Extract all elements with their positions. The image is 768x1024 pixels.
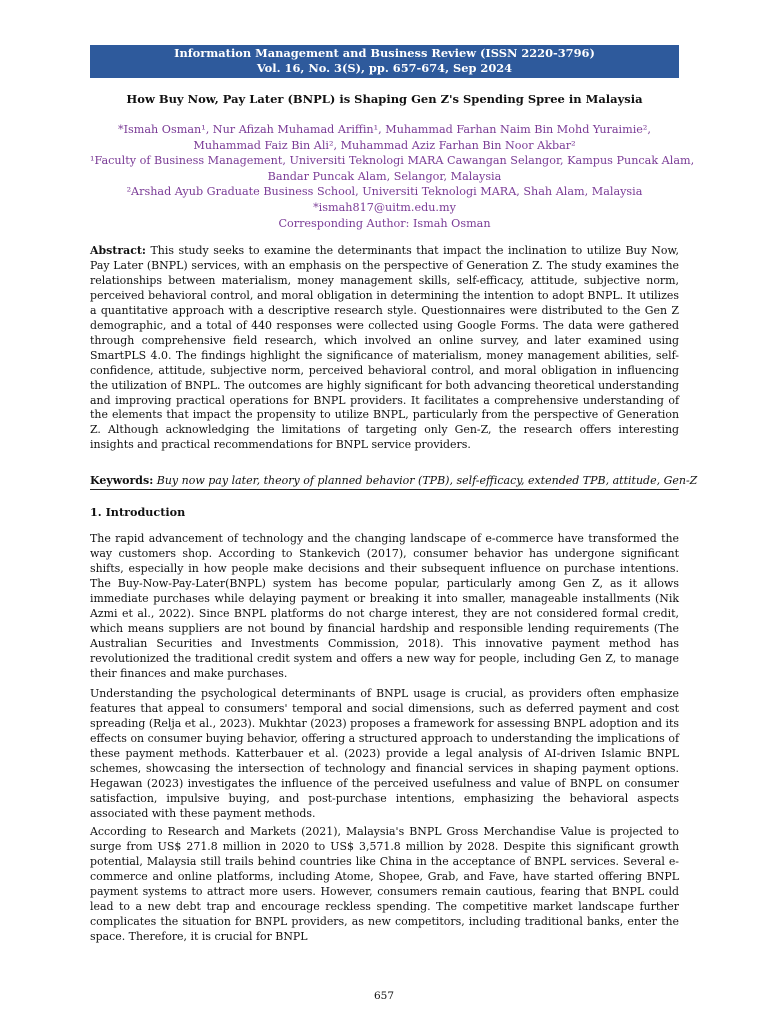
- abstract-text: This study seeks to examine the determinants that impact the inclination to utilize Buy Now, Pay Later (BNPL) services, with an emphasis on the perspective of Generation Z. The study examines the relationships between materialism, money management skills, self-efficacy, attitude, subjective norm, perceived behavioral control, and moral obligation in determining the intention to adopt BNPL. It utilizes a quantitative approach with a descriptive research style. Questionnaires were distributed to the Gen Z demographic, and a total of 440 responses were collected using Google Forms. The data were gathered through comprehensive field research, which involved an online survey, and later examined using SmartPLS 4.0. The findings highlight the significance of materialism, money management abilities, self-confidence, attitude, subjective norm, perceived behavioral control, and moral obligation in influencing the utilization of BNPL. The outcomes are highly significant for both advancing theoretical understanding and improving practical operations for BNPL providers. It facilitates a comprehensive understanding of the elements that impact the propensity to utilize BNPL, particularly from the perspective of Generation Z. Although acknowledging the limitations of targeting only Gen-Z, the research offers interesting insights and practical recommendations for BNPL service providers.: [90, 244, 679, 452]
- paragraph: According to Research and Markets (2021), Malaysia's BNPL Gross Merchandise Value is projected to surge from US$ 271.8 million in 2020 to US$ 3,571.8 million by 2028. Despite this significant growth potential, Malaysia still trails behind countries like China in the acceptance of BNPL services. Several e-commerce and online platforms, including Atome, Shopee, Grab, and Fave, have started offering BNPL payment systems to attract more users. However, consumers remain cautious, fearing that BNPL could lead to a new debt trap and encourage reckless spending. The competitive market landscape further complicates the situation for BNPL providers, as new competitors, including traditional banks, enter the space. Therefore, it is crucial for BNPL: [90, 825, 679, 943]
- journal-volume: Vol. 16, No. 3(S), pp. 657-674, Sep 2024: [256, 61, 513, 75]
- keywords: [90, 473, 698, 490]
- authors-line: *Ismah Osman¹, Nur Afizah Muhamad Ariffin¹, Muhammad Farhan Naim Bin Mohd Yuraimie²,: [118, 123, 651, 136]
- affiliation-line: ²Arshad Ayub Graduate Business School, Universiti Teknologi MARA, Shah Alam, Malaysia: [126, 185, 643, 199]
- affiliation-line: Bandar Puncak Alam, Selangor, Malaysia: [267, 169, 502, 183]
- section-heading: 1. Introduction: [90, 505, 186, 519]
- authors-line: Muhammad Faiz Bin Ali², Muhammad Aziz Farhan Bin Noor Akbar²: [193, 138, 576, 152]
- keywords-label: Keywords:: [90, 474, 154, 487]
- page-number: 657: [373, 990, 395, 1002]
- abstract: [90, 244, 679, 453]
- keywords-text: Buy now pay later, theory of planned behavior (TPB), self-efficacy, extended TPB, attitude, Gen-Z: [156, 474, 698, 487]
- paragraph: Understanding the psychological determinants of BNPL usage is crucial, as providers often emphasize features that appeal to consumers' temporal and social dimensions, such as deferred payment and cost spreading (Relja et al., 2023). Mukhtar (2023) proposes a framework for assessing BNPL adoption and its effects on consumer buying behavior, offering a structured approach to understanding the implications of these payment methods. Katterbauer et al. (2023) provide a legal analysis of AI-driven Islamic BNPL schemes, showcasing the intersection of technology and financial services in shaping payment options. Hegawan (2023) investigates the influence of the perceived usefulness and value of BNPL on consumer satisfaction, impulsive buying, and post-purchase intentions, emphasizing the behavioral aspects associated with these payment methods.: [90, 687, 679, 820]
- journal-header: [90, 45, 679, 78]
- journal-title: Information Management and Business Review (ISSN 2220-3796): [174, 46, 595, 60]
- author-block: [90, 122, 695, 231]
- affiliation-line: ¹Faculty of Business Management, Universiti Teknologi MARA Cawangan Selangor, Kampus Puncak Alam,: [90, 154, 695, 168]
- abstract-label: Abstract:: [90, 244, 146, 257]
- paragraph: The rapid advancement of technology and the changing landscape of e-commerce have transformed the way customers shop. According to Stankevich (2017), consumer behavior has undergone significant shifts, especially in how people make decisions and their subsequent influence on purchase intentions. The Buy-Now-Pay-Later(BNPL) system has become popular, particularly among Gen Z, as it allows immediate purchases while delaying payment or breaking it into smaller, manageable installments (Nik Azmi et al., 2022). Since BNPL platforms do not charge interest, they are not considered formal credit, which means suppliers are not bound by financial hardship and responsible lending requirements (The Australian Securities and Investments Commission, 2018). This innovative payment method has revolutionized the traditional credit system and offers a new way for people, including Gen Z, to manage their finances and make purchases.: [90, 532, 679, 680]
- corresponding-author: Corresponding Author: Ismah Osman: [278, 216, 491, 230]
- author-email[interactable]: *ismah817@uitm.edu.my: [313, 200, 456, 214]
- paper-title: How Buy Now, Pay Later (BNPL) is Shaping Gen Z's Spending Spree in Malaysia: [126, 92, 643, 106]
